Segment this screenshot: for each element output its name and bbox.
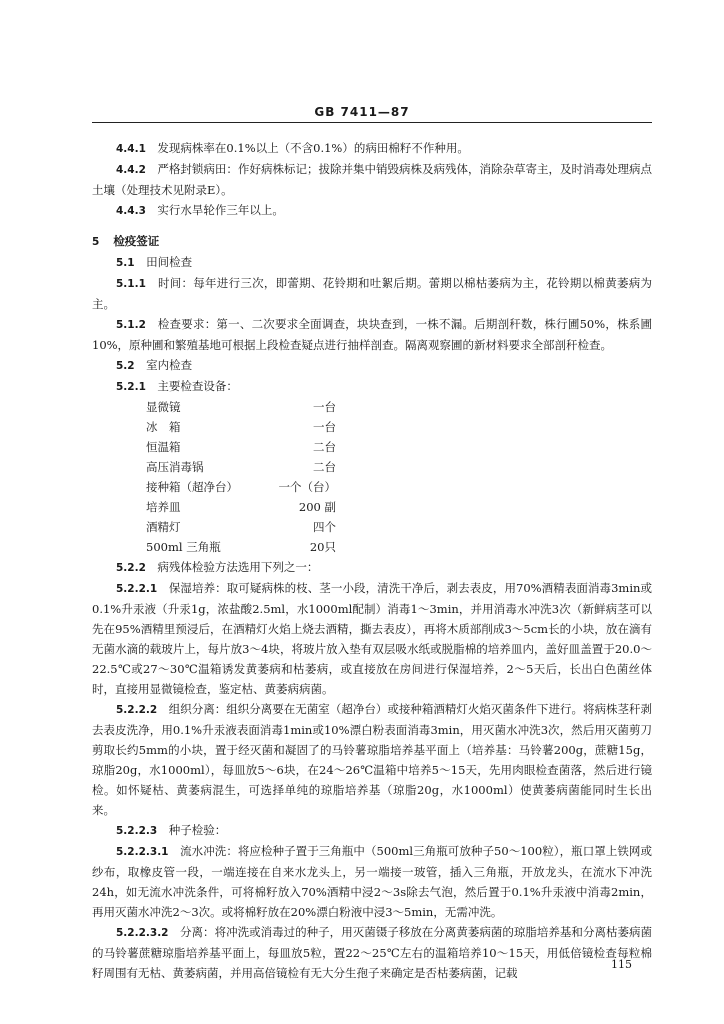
clause-number: 5.2.2.2 [116,704,158,716]
clause-number: 5.2.2.1 [116,583,158,595]
subsection-heading-5-2 [92,355,652,376]
clause-text: 种子检验： [168,823,227,837]
clause-text: 严格封锁病田：作好病株标记；拔除并集中销毁病株及病残体，消除杂草寄主，及时消毒处理病点土壤（处理技术见附录E）。 [92,162,653,197]
equipment-name: 恒温箱 [146,440,181,454]
clause-number: 5.1.2 [116,319,146,331]
equipment-qty: 200 副 [298,500,336,514]
section-heading-5 [92,231,652,252]
clause-number: 4.4.2 [116,164,146,176]
equipment-name: 高压消毒锅 [146,460,204,474]
clause-text: 实行水旱轮作三年以上。 [157,203,284,217]
header-rule [92,122,652,123]
section-number: 5.2 [116,360,135,372]
document-body [92,138,652,983]
clause-5-2-2-3-2 [92,922,652,983]
equipment-name: 显微镜 [146,400,181,414]
equipment-qty: 四个 [313,520,336,534]
equipment-qty: 二台 [313,440,336,454]
equipment-qty: 一台 [313,420,336,434]
clause-5-2-2-2 [92,699,652,820]
equipment-name: 500ml 三角瓶 [146,540,221,554]
section-number: 5 [92,236,100,248]
clause-text: 保湿培养：取可疑病株的枝、茎一小段，清洗干净后，剥去表皮，用70%酒精表面消毒3min或0.1%升汞液（升汞1g，浓盐酸2.5ml，水1000ml配制）消毒1～3min，并用消毒水冲洗3次（新鲜病茎可以先在95%酒精里预浸后，在酒精灯火焰上烧去酒精，撕去表皮），再将木质部削成3～5cm长的小块，放在滴有无菌水滴的载玻片上，每片放3～4块，将玻片放入垫有双层吸水纸或脱脂棉的培养皿内，盖好皿盖置于20.0～22.5℃或27～30℃温箱诱发黄萎病和枯萎病，或直接放在房间进行保湿培养，2～5天后，长出白色菌丝体时，直接用显微镜检查，鉴定枯、黄萎病病菌。 [92,581,652,696]
equipment-name: 酒精灯 [146,520,181,534]
clause-number: 5.2.1 [116,381,146,393]
clause-number: 5.2.2.3.1 [116,846,169,858]
clause-text: 发现病株率在0.1%以上（不含0.1%）的病田棉籽不作种用。 [157,141,469,155]
clause-text: 流水冲洗：将应检种子置于三角瓶中（500ml三角瓶可放种子50～100粒），瓶口罩上铁网或纱布，取橡皮管一段，一端连接在自来水龙头上，另一端接一玻管，插入三角瓶，开放龙头，在流水下冲洗24h，如无流水冲洗条件，可将棉籽放入70%酒精中浸2～3s除去气泡，然后置于0.1%升汞液中消毒2min，再用灭菌水冲洗2～3次。或将棉籽放在20%漂白粉液中浸3～5min，无需冲洗。 [92,844,652,919]
clause-text: 病残体检验方法选用下列之一： [157,560,319,574]
clause-text: 时间：每年进行三次，即蕾期、花铃期和吐絮后期。蕾期以棉枯萎病为主，花铃期以棉黄萎病为主。 [92,276,653,311]
clause-number: 5.2.2.3 [116,825,158,837]
page-number: 115 [611,958,632,971]
equipment-item [146,477,336,497]
clause-number: 4.4.1 [116,143,146,155]
equipment-qty: 一个（台） [278,480,336,494]
clause-5-2-2-3 [92,820,652,841]
clause-5-2-2 [92,557,652,578]
clause-5-2-2-1 [92,578,652,699]
clause-4-4-1 [92,138,652,159]
clause-5-1-1 [92,273,652,314]
section-number: 5.1 [116,257,135,269]
equipment-item [146,437,336,457]
clause-5-1-2 [92,314,652,355]
equipment-qty: 二台 [313,460,336,474]
clause-5-2-2-3-1 [92,841,652,922]
section-title: 室内检查 [146,358,193,372]
equipment-item [146,517,336,537]
clause-text: 主要检查设备： [157,379,238,393]
clause-text: 组织分离：组织分离要在无菌室（超净台）或接种箱酒精灯火焰灭菌条件下进行。将病株茎秆剥去表皮洗净，用0.1%升汞液表面消毒1min或10%漂白粉表面消毒3min，用灭菌水冲洗3次，然后用灭菌剪刀剪取长约5mm的小块，置于经灭菌和凝固了的马铃薯琼脂培养基平面上（培养基：马铃薯200g，蔗糖15g，琼脂20g，水1000ml），每皿放5～6块，在24～26℃温箱中培养5～15天，先用肉眼检查菌落，然后进行镜检。如怀疑枯、黄萎病混生，可选择单纯的琼脂培养基（琼脂20g，水1000ml）使黄萎病菌能同时生长出来。 [92,702,652,817]
clause-number: 5.2.2.3.2 [116,927,169,939]
equipment-item [146,537,336,557]
clause-text: 分离：将冲洗或消毒过的种子，用灭菌镊子移放在分离黄萎病菌的琼脂培养基和分离枯萎病菌的马铃薯蔗糖琼脂培养基平面上，每皿放5粒，置22～25℃左右的温箱培养10～15天，用低倍镜检查每粒棉籽周围有无枯、黄萎病菌，并用高倍镜检有无大分生孢子来确定是否枯萎病菌，记载 [92,925,653,980]
section-title: 检疫签证 [113,234,160,248]
equipment-name: 接种箱（超净台） [146,480,238,494]
clause-5-2-1 [92,376,652,397]
equipment-item [146,397,336,417]
equipment-qty: 20只 [309,540,336,554]
equipment-name: 培养皿 [146,500,181,514]
clause-number: 5.2.2 [116,562,146,574]
section-title: 田间检查 [146,255,193,269]
clause-4-4-2 [92,159,652,200]
standard-code-header: GB 7411—87 [314,105,410,119]
equipment-name: 冰 箱 [146,420,181,434]
equipment-qty: 一台 [313,400,336,414]
clause-number: 5.1.1 [116,278,146,290]
equipment-item [146,457,336,477]
equipment-list [146,397,652,557]
clause-text: 检查要求：第一、二次要求全面调查，块块查到，一株不漏。后期剖秆数，株行圃50%，株系圃10%，原种圃和繁殖基地可根据上段检查疑点进行抽样剖查。隔离观察圃的新材料要求全部剖秆检查。 [92,317,653,352]
clause-number: 4.4.3 [116,205,146,217]
subsection-heading-5-1 [92,252,652,273]
equipment-item [146,417,336,437]
equipment-item [146,497,336,517]
clause-4-4-3 [92,200,652,221]
